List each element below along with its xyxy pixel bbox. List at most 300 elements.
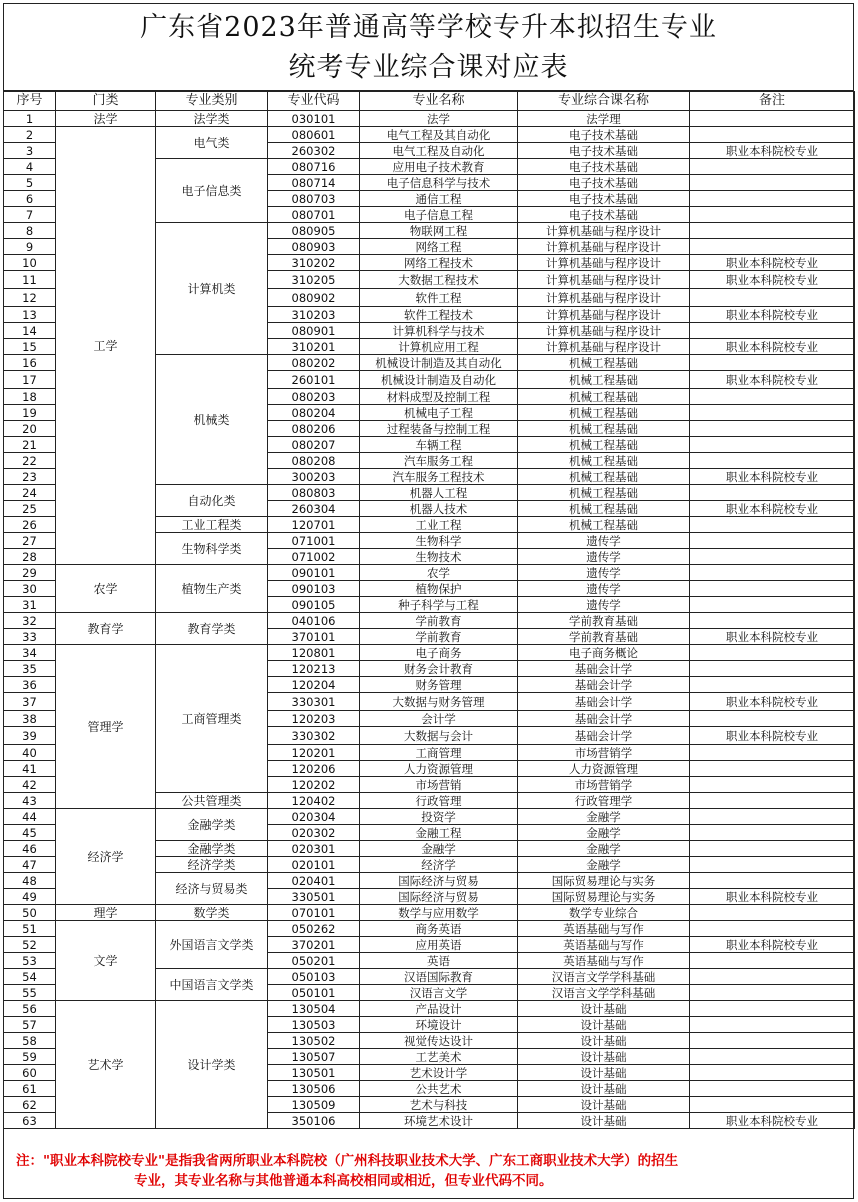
cell-class: 经济与贸易类	[156, 873, 268, 905]
cell-code: 310203	[268, 307, 360, 323]
cell-remark	[690, 239, 855, 255]
cell-remark	[690, 793, 855, 809]
cell-remark: 职业本科院校专业	[690, 693, 855, 711]
cell-no: 24	[4, 485, 56, 501]
cell-course-name: 设计基础	[518, 1017, 690, 1033]
cell-code: 370101	[268, 629, 360, 645]
cell-remark: 职业本科院校专业	[690, 339, 855, 355]
cell-no: 62	[4, 1097, 56, 1113]
cell-no: 49	[4, 889, 56, 905]
cell-remark	[690, 191, 855, 207]
cell-no: 58	[4, 1033, 56, 1049]
cell-no: 38	[4, 711, 56, 727]
cell-major-name: 应用电子技术教育	[360, 159, 518, 175]
cell-class: 工商管理类	[156, 645, 268, 793]
cell-course-name: 电子技术基础	[518, 191, 690, 207]
cell-code: 260101	[268, 371, 360, 389]
cell-course-name: 学前教育基础	[518, 613, 690, 629]
cell-major-name: 应用英语	[360, 937, 518, 953]
cell-course-name: 机械工程基础	[518, 517, 690, 533]
cell-remark: 职业本科院校专业	[690, 143, 855, 159]
cell-code: 050101	[268, 985, 360, 1001]
cell-no: 29	[4, 565, 56, 581]
cell-code: 071001	[268, 533, 360, 549]
cell-course-name: 设计基础	[518, 1001, 690, 1017]
cell-category: 教育学	[56, 613, 156, 645]
cell-major-name: 电气工程及自动化	[360, 143, 518, 159]
cell-remark	[690, 953, 855, 969]
cell-no: 37	[4, 693, 56, 711]
cell-course-name: 汉语言文学学科基础	[518, 969, 690, 985]
cell-course-name: 机械工程基础	[518, 405, 690, 421]
cell-class: 生物科学类	[156, 533, 268, 565]
cell-code: 090101	[268, 565, 360, 581]
cell-remark	[690, 127, 855, 143]
cell-code: 260302	[268, 143, 360, 159]
cell-no: 33	[4, 629, 56, 645]
cell-major-name: 财务会计教育	[360, 661, 518, 677]
cell-code: 120213	[268, 661, 360, 677]
cell-major-name: 艺术设计学	[360, 1065, 518, 1081]
cell-code: 310201	[268, 339, 360, 355]
cell-class: 电气类	[156, 127, 268, 159]
footnote	[4, 1141, 853, 1198]
cell-remark	[690, 841, 855, 857]
cell-course-name: 电子技术基础	[518, 159, 690, 175]
cell-major-name: 汉语国际教育	[360, 969, 518, 985]
cell-class: 经济学类	[156, 857, 268, 873]
cell-remark	[690, 223, 855, 239]
cell-major-name: 计算机应用工程	[360, 339, 518, 355]
cell-code: 020304	[268, 809, 360, 825]
cell-major-name: 国际经济与贸易	[360, 889, 518, 905]
cell-remark	[690, 159, 855, 175]
table-row	[4, 111, 855, 127]
cell-major-name: 会计学	[360, 711, 518, 727]
cell-remark	[690, 711, 855, 727]
cell-remark	[690, 809, 855, 825]
cell-major-name: 大数据与会计	[360, 727, 518, 745]
cell-no: 47	[4, 857, 56, 873]
cell-code: 080207	[268, 437, 360, 453]
cell-course-name: 行政管理学	[518, 793, 690, 809]
cell-category: 法学	[56, 111, 156, 127]
cell-no: 52	[4, 937, 56, 953]
cell-major-name: 金融工程	[360, 825, 518, 841]
cell-code: 310205	[268, 271, 360, 289]
cell-code: 130501	[268, 1065, 360, 1081]
cell-course-name: 遗传学	[518, 565, 690, 581]
cell-course-name: 金融学	[518, 857, 690, 873]
cell-major-name: 机器人工程	[360, 485, 518, 501]
table-row	[4, 921, 855, 937]
cell-course-name: 电子技术基础	[518, 127, 690, 143]
cell-code: 080901	[268, 323, 360, 339]
cell-class: 中国语言文学类	[156, 969, 268, 1001]
cell-remark	[690, 661, 855, 677]
cell-course-name: 机械工程基础	[518, 355, 690, 371]
cell-remark	[690, 777, 855, 793]
cell-major-name: 电子信息工程	[360, 207, 518, 223]
cell-no: 9	[4, 239, 56, 255]
cell-remark	[690, 969, 855, 985]
cell-code: 120801	[268, 645, 360, 661]
cell-code: 130503	[268, 1017, 360, 1033]
cell-remark	[690, 517, 855, 533]
cell-no: 43	[4, 793, 56, 809]
cell-category: 经济学	[56, 809, 156, 905]
cell-no: 35	[4, 661, 56, 677]
cell-course-name: 设计基础	[518, 1113, 690, 1129]
cell-code: 330302	[268, 727, 360, 745]
cell-major-name: 投资学	[360, 809, 518, 825]
cell-code: 050262	[268, 921, 360, 937]
cell-remark	[690, 1097, 855, 1113]
cell-no: 51	[4, 921, 56, 937]
cell-code: 130504	[268, 1001, 360, 1017]
cell-major-name: 软件工程技术	[360, 307, 518, 323]
cell-course-name: 英语基础与写作	[518, 937, 690, 953]
header-no: 序号	[4, 92, 56, 111]
cell-major-name: 人力资源管理	[360, 761, 518, 777]
cell-course-name: 基础会计学	[518, 711, 690, 727]
cell-no: 23	[4, 469, 56, 485]
cell-major-name: 过程装备与控制工程	[360, 421, 518, 437]
cell-code: 330301	[268, 693, 360, 711]
cell-major-name: 环境设计	[360, 1017, 518, 1033]
cell-major-name: 学前教育	[360, 629, 518, 645]
cell-no: 15	[4, 339, 56, 355]
cell-no: 25	[4, 501, 56, 517]
cell-major-name: 种子科学与工程	[360, 597, 518, 613]
cell-code: 300203	[268, 469, 360, 485]
cell-code: 050201	[268, 953, 360, 969]
cell-code: 080206	[268, 421, 360, 437]
cell-no: 22	[4, 453, 56, 469]
cell-code: 130506	[268, 1081, 360, 1097]
cell-no: 27	[4, 533, 56, 549]
cell-remark: 职业本科院校专业	[690, 255, 855, 271]
cell-major-name: 艺术与科技	[360, 1097, 518, 1113]
cell-code: 120701	[268, 517, 360, 533]
cell-major-name: 大数据与财务管理	[360, 693, 518, 711]
cell-remark	[690, 1081, 855, 1097]
cell-course-name: 计算机基础与程序设计	[518, 339, 690, 355]
cell-major-name: 材料成型及控制工程	[360, 389, 518, 405]
cell-class: 外国语言文学类	[156, 921, 268, 969]
cell-no: 19	[4, 405, 56, 421]
cell-major-name: 视觉传达设计	[360, 1033, 518, 1049]
cell-no: 48	[4, 873, 56, 889]
cell-course-name: 遗传学	[518, 597, 690, 613]
cell-category: 理学	[56, 905, 156, 921]
cell-remark	[690, 389, 855, 405]
cell-course-name: 金融学	[518, 809, 690, 825]
table-row	[4, 1001, 855, 1017]
cell-code: 120202	[268, 777, 360, 793]
cell-major-name: 学前教育	[360, 613, 518, 629]
cell-category: 管理学	[56, 645, 156, 809]
cell-no: 54	[4, 969, 56, 985]
cell-category: 农学	[56, 565, 156, 613]
cell-class: 自动化类	[156, 485, 268, 517]
cell-major-name: 市场营销	[360, 777, 518, 793]
table-row	[4, 905, 855, 921]
cell-course-name: 汉语言文学学科基础	[518, 985, 690, 1001]
cell-code: 050103	[268, 969, 360, 985]
cell-code: 130509	[268, 1097, 360, 1113]
cell-no: 10	[4, 255, 56, 271]
cell-remark	[690, 453, 855, 469]
title-line-1: 广东省2023年普通高等学校专升本拟招生专业	[140, 12, 717, 43]
cell-code: 130502	[268, 1033, 360, 1049]
cell-class: 公共管理类	[156, 793, 268, 809]
cell-class: 计算机类	[156, 223, 268, 355]
cell-no: 6	[4, 191, 56, 207]
cell-major-name: 车辆工程	[360, 437, 518, 453]
cell-course-name: 计算机基础与程序设计	[518, 323, 690, 339]
cell-course-name: 遗传学	[518, 533, 690, 549]
cell-code: 080902	[268, 289, 360, 307]
cell-code: 020101	[268, 857, 360, 873]
cell-major-name: 国际经济与贸易	[360, 873, 518, 889]
cell-no: 56	[4, 1001, 56, 1017]
cell-code: 120204	[268, 677, 360, 693]
cell-remark	[690, 1049, 855, 1065]
cell-code: 090103	[268, 581, 360, 597]
cell-course-name: 国际贸易理论与实务	[518, 889, 690, 905]
cell-major-name: 机器人技术	[360, 501, 518, 517]
cell-major-name: 电气工程及其自动化	[360, 127, 518, 143]
cell-remark	[690, 485, 855, 501]
cell-remark	[690, 825, 855, 841]
cell-course-name: 金融学	[518, 825, 690, 841]
cell-major-name: 汽车服务工程	[360, 453, 518, 469]
cell-no: 45	[4, 825, 56, 841]
cell-no: 4	[4, 159, 56, 175]
cell-code: 130507	[268, 1049, 360, 1065]
cell-major-name: 机械设计制造及自动化	[360, 371, 518, 389]
cell-no: 20	[4, 421, 56, 437]
cell-no: 5	[4, 175, 56, 191]
cell-major-name: 农学	[360, 565, 518, 581]
cell-course-name: 机械工程基础	[518, 501, 690, 517]
cell-course-name: 英语基础与写作	[518, 953, 690, 969]
cell-class: 金融学类	[156, 809, 268, 841]
cell-major-name: 电子商务	[360, 645, 518, 661]
cell-class: 机械类	[156, 355, 268, 485]
cell-code: 260304	[268, 501, 360, 517]
cell-no: 18	[4, 389, 56, 405]
cell-no: 11	[4, 271, 56, 289]
cell-class: 数学类	[156, 905, 268, 921]
cell-no: 7	[4, 207, 56, 223]
cell-code: 080203	[268, 389, 360, 405]
header-course-name: 专业综合课名称	[518, 92, 690, 111]
cell-course-name: 计算机基础与程序设计	[518, 239, 690, 255]
cell-code: 080903	[268, 239, 360, 255]
cell-code: 120203	[268, 711, 360, 727]
cell-no: 1	[4, 111, 56, 127]
cell-major-name: 电子信息科学与技术	[360, 175, 518, 191]
cell-remark: 职业本科院校专业	[690, 889, 855, 905]
cell-remark	[690, 613, 855, 629]
cell-no: 44	[4, 809, 56, 825]
cell-code: 080716	[268, 159, 360, 175]
cell-course-name: 计算机基础与程序设计	[518, 289, 690, 307]
cell-course-name: 设计基础	[518, 1049, 690, 1065]
cell-no: 53	[4, 953, 56, 969]
cell-course-name: 机械工程基础	[518, 389, 690, 405]
cell-no: 39	[4, 727, 56, 745]
cell-course-name: 电子技术基础	[518, 175, 690, 191]
header-remark: 备注	[690, 92, 855, 111]
cell-no: 28	[4, 549, 56, 565]
cell-major-name: 汉语言文学	[360, 985, 518, 1001]
cell-remark	[690, 921, 855, 937]
cell-course-name: 市场营销学	[518, 745, 690, 761]
cell-major-name: 英语	[360, 953, 518, 969]
cell-code: 120201	[268, 745, 360, 761]
cell-course-name: 国际贸易理论与实务	[518, 873, 690, 889]
cell-no: 60	[4, 1065, 56, 1081]
cell-course-name: 基础会计学	[518, 677, 690, 693]
cell-remark	[690, 873, 855, 889]
cell-course-name: 机械工程基础	[518, 371, 690, 389]
cell-code: 350106	[268, 1113, 360, 1129]
cell-remark: 职业本科院校专业	[690, 469, 855, 485]
cell-course-name: 计算机基础与程序设计	[518, 223, 690, 239]
cell-no: 41	[4, 761, 56, 777]
cell-remark: 职业本科院校专业	[690, 727, 855, 745]
cell-code: 080703	[268, 191, 360, 207]
cell-major-name: 财务管理	[360, 677, 518, 693]
cell-course-name: 电子技术基础	[518, 207, 690, 223]
title-line-2: 统考专业综合课对应表	[288, 52, 569, 83]
cell-major-name: 植物保护	[360, 581, 518, 597]
cell-major-name: 数学与应用数学	[360, 905, 518, 921]
table-header-row	[4, 92, 855, 111]
cell-category: 文学	[56, 921, 156, 1001]
cell-code: 020301	[268, 841, 360, 857]
cell-major-name: 机械电子工程	[360, 405, 518, 421]
cell-no: 14	[4, 323, 56, 339]
title-area	[4, 4, 853, 91]
cell-code: 120402	[268, 793, 360, 809]
cell-remark	[690, 985, 855, 1001]
cell-course-name: 基础会计学	[518, 661, 690, 677]
cell-major-name: 公共艺术	[360, 1081, 518, 1097]
table-row	[4, 565, 855, 581]
cell-code: 080208	[268, 453, 360, 469]
cell-course-name: 遗传学	[518, 549, 690, 565]
cell-code: 310202	[268, 255, 360, 271]
header-category: 门类	[56, 92, 156, 111]
cell-no: 34	[4, 645, 56, 661]
cell-no: 32	[4, 613, 56, 629]
cell-no: 36	[4, 677, 56, 693]
cell-remark	[690, 323, 855, 339]
cell-code: 080204	[268, 405, 360, 421]
cell-code: 090105	[268, 597, 360, 613]
cell-course-name: 机械工程基础	[518, 453, 690, 469]
cell-remark: 职业本科院校专业	[690, 501, 855, 517]
cell-no: 59	[4, 1049, 56, 1065]
cell-remark	[690, 355, 855, 371]
cell-remark	[690, 857, 855, 873]
cell-code: 330501	[268, 889, 360, 905]
cell-class: 工业工程类	[156, 517, 268, 533]
cell-class: 电子信息类	[156, 159, 268, 223]
major-course-table	[3, 91, 855, 1129]
cell-remark	[690, 175, 855, 191]
table-row	[4, 613, 855, 629]
cell-course-name: 市场营销学	[518, 777, 690, 793]
cell-major-name: 生物技术	[360, 549, 518, 565]
cell-major-name: 计算机科学与技术	[360, 323, 518, 339]
header-code: 专业代码	[268, 92, 360, 111]
cell-course-name: 金融学	[518, 841, 690, 857]
cell-no: 12	[4, 289, 56, 307]
cell-remark	[690, 677, 855, 693]
cell-major-name: 产品设计	[360, 1001, 518, 1017]
cell-remark: 职业本科院校专业	[690, 307, 855, 323]
cell-course-name: 设计基础	[518, 1081, 690, 1097]
cell-major-name: 环境艺术设计	[360, 1113, 518, 1129]
cell-remark	[690, 549, 855, 565]
cell-major-name: 汽车服务工程技术	[360, 469, 518, 485]
cell-no: 46	[4, 841, 56, 857]
cell-code: 040106	[268, 613, 360, 629]
cell-remark: 职业本科院校专业	[690, 937, 855, 953]
cell-no: 16	[4, 355, 56, 371]
cell-code: 071002	[268, 549, 360, 565]
cell-course-name: 计算机基础与程序设计	[518, 271, 690, 289]
cell-major-name: 商务英语	[360, 921, 518, 937]
cell-major-name: 法学	[360, 111, 518, 127]
cell-category: 艺术学	[56, 1001, 156, 1129]
cell-no: 8	[4, 223, 56, 239]
cell-major-name: 大数据工程技术	[360, 271, 518, 289]
cell-no: 57	[4, 1017, 56, 1033]
cell-course-name: 电子技术基础	[518, 143, 690, 159]
cell-major-name: 工业工程	[360, 517, 518, 533]
cell-code: 080714	[268, 175, 360, 191]
cell-code: 020302	[268, 825, 360, 841]
cell-code: 080905	[268, 223, 360, 239]
cell-major-name: 机械设计制造及其自动化	[360, 355, 518, 371]
cell-remark: 职业本科院校专业	[690, 371, 855, 389]
cell-major-name: 通信工程	[360, 191, 518, 207]
cell-no: 26	[4, 517, 56, 533]
cell-remark	[690, 1017, 855, 1033]
cell-no: 63	[4, 1113, 56, 1129]
cell-no: 55	[4, 985, 56, 1001]
cell-course-name: 遗传学	[518, 581, 690, 597]
cell-no: 31	[4, 597, 56, 613]
cell-class: 设计学类	[156, 1001, 268, 1129]
cell-remark	[690, 111, 855, 127]
cell-remark	[690, 421, 855, 437]
cell-course-name: 计算机基础与程序设计	[518, 255, 690, 271]
cell-no: 2	[4, 127, 56, 143]
cell-category: 工学	[56, 127, 156, 565]
cell-remark: 职业本科院校专业	[690, 1113, 855, 1129]
cell-course-name: 设计基础	[518, 1065, 690, 1081]
cell-course-name: 英语基础与写作	[518, 921, 690, 937]
cell-code: 120206	[268, 761, 360, 777]
cell-remark	[690, 1001, 855, 1017]
